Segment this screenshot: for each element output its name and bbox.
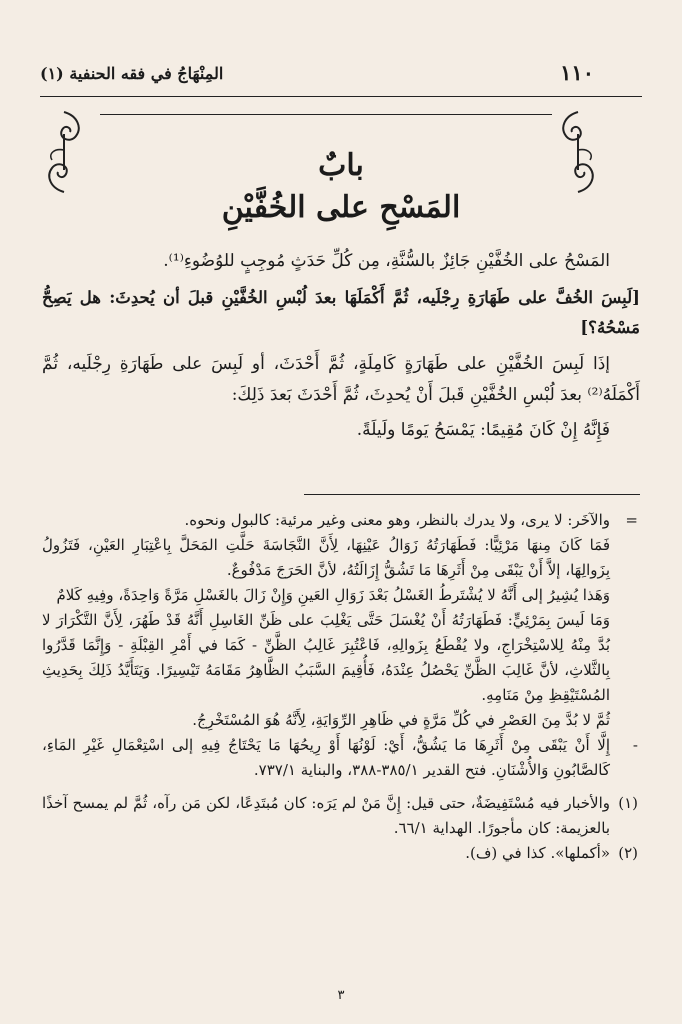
dash-mark: - <box>632 736 638 754</box>
question-paragraph: [لَبِسَ الخُفَّ على طَهَارَةِ رِجْلَيه، ثُمَّ أَكْمَلَهَا بعدَ لُبْسِ الخُفَّيْنِ قبلَ أن يُحدِثَ: هل يَصِحُّ مَسْحُهُ؟] <box>42 288 640 337</box>
page-number: ١١٠ <box>560 60 594 85</box>
continuation-line-6: إِلَّا أَنْ يَبْقَى مِنْ أَثَرِهَا مَا يَشُقُّ، أَيْ: لَوْنُهَا أَوْ رِيحُهَا مَا يَحْتَاجُ فِيهِ إلى اسْتِعْمَالِ غَيْرِ المَاءِ، كَالصَّابُونِ وَالأُشْنَانِ. فتح القدير ٣٨٥/١-٣٨٨، والبناية ٧٣٧/١. <box>42 736 610 779</box>
footnote-continuation <box>42 508 640 533</box>
rule-paragraph: فَإِنَّهُ إِنْ كَانَ مُقِيمًا: يَمْسَحُ يَومًا ولَيلَةً. <box>356 420 610 440</box>
continuation-line-4: وَمَا لَيسَ بِمَرْئِيٍّ: فَطَهَارَتُهُ أَنْ يُغْسَلَ حَتَّى يَغْلِبَ على ظَنِّ الغَاسِلِ أَنَّهُ قَدْ طَهُرَ، لِأَنَّ التَّكْرَارَ لا بُدَّ مِنْهُ لِلاسْتِخْرَاجِ، ولا يُقْطَعُ بِزَوالِهِ، فَاعْتُبِرَ غَالِبُ الظَّنِّ - كَمَا في أَمْرِ القِبْلَةِ - وَإِنَّمَا قَدَّرُوا بِالثَّلاثِ، لأنَّ غَالِبَ الظَّنِّ يَحْصُلُ عِنْدَهُ، فَأُقِيمَ السَّبَبُ الظَّاهِرُ مَقَامَهُ تَيْسِيرًا. وَيَتَأَيَّدُ ذَلِكَ بِحَدِيثِ المُسْتَيْقِظِ مِنْ مَنَامِهِ. <box>42 611 610 704</box>
ornament-rule <box>100 114 552 115</box>
continuation-line-1: والآخَر: لا يرى، ولا يدرك بالنظر، وهو معنى وغير مرئية: كالبول ونحوه. <box>184 511 610 529</box>
printer-folio: ٣ <box>337 988 345 1003</box>
continuation-line-3: وَهَذا يُشِيرُ إلى أَنَّهُ لا يُشْتَرطُ الغَسْلُ بَعْدَ زَوَالِ العَينِ وَإِنْ زَالَ بالغَسْلِ مَرَّةً وَاحِدَةً، وفِيهِ كَلامٌ <box>56 586 610 604</box>
footnotes <box>42 508 640 866</box>
chapter-title: المَسْحِ على الخُفَّيْنِ <box>221 190 461 225</box>
answer-paragraph: إذَا لَبِسَ الخُفَّيْنِ على طَهَارَةٍ كَامِلَةٍ، ثُمَّ أَحْدَثَ، أو لَبِسَ على طَهَارَةِ رِجْلَيه، ثُمَّ أَكْمَلَهُ⁽²⁾ بعدَ لُبْسِ الخُفَّيْنِ قَبلَ أَنْ يُحدِثَ، ثُمَّ أَحْدَثَ بَعدَ ذَلِكَ: <box>42 354 640 405</box>
footnote-2-mark: (٢) <box>618 844 638 862</box>
header-rule <box>40 96 642 97</box>
footnote-2-text: «أكملها». كذا في (ف). <box>465 844 610 862</box>
intro-paragraph: المَسْحُ على الخُفَّيْنِ جَائِزٌ بالسُّنَّةِ، مِن كُلِّ حَدَثٍ مُوجِبٍ للوُضُوءِ⁽¹⁾. <box>163 251 610 271</box>
continuation-mark: = <box>625 511 638 529</box>
continuation-line-2: فَمَا كَانَ مِنهَا مَرْئِيًّا: فَطَهَارَتُهُ زَوَالُ عَيْنِهَا، لِأَنَّ النَّجَاسَةَ حَلَّتِ المَحَلَّ بِاعْتِبَارِ العَيْنِ، فَتَزُولُ بِزَوالِهَا، إلاَّ أَنْ يَبْقَى مِنْ أَثَرِهَا مَا تَشُقُّ إِزَالَتُهُ، لأنَّ الحَرَجَ مَدْفُوعٌ. <box>42 536 610 579</box>
footnote-1-mark: (١) <box>618 794 638 812</box>
footnote-dash-item <box>42 733 640 783</box>
footnote-1 <box>42 791 640 841</box>
footnote-2 <box>42 841 640 866</box>
footnote-1-text: والأخبار فيه مُسْتَفِيضَةٌ، حتى قيل: إِنَّ مَنْ لم يَرَه: كان مُبتَدِعًا، لكن مَن رآه، ثُمَّ لم يمسح آخذًا بالعزيمة: كان مأجورًا. الهداية ٦٦/١. <box>42 794 610 837</box>
main-text <box>42 246 640 454</box>
running-header <box>40 56 642 92</box>
footnote-gap <box>42 783 640 791</box>
footnote-separator <box>304 494 640 495</box>
continuation-line-5: ثُمَّ لا بُدَّ مِنَ العَصْرِ في كُلِّ مَرَّةٍ في ظَاهِرِ الرِّوَايَةِ، لِأَنَّهُ هُوَ المُسْتَخْرِجُ. <box>192 711 610 729</box>
book-title: المِنْهَاجُ في فقه الحنفية (١) <box>40 64 224 83</box>
chapter-label: بابٌ <box>318 148 364 183</box>
